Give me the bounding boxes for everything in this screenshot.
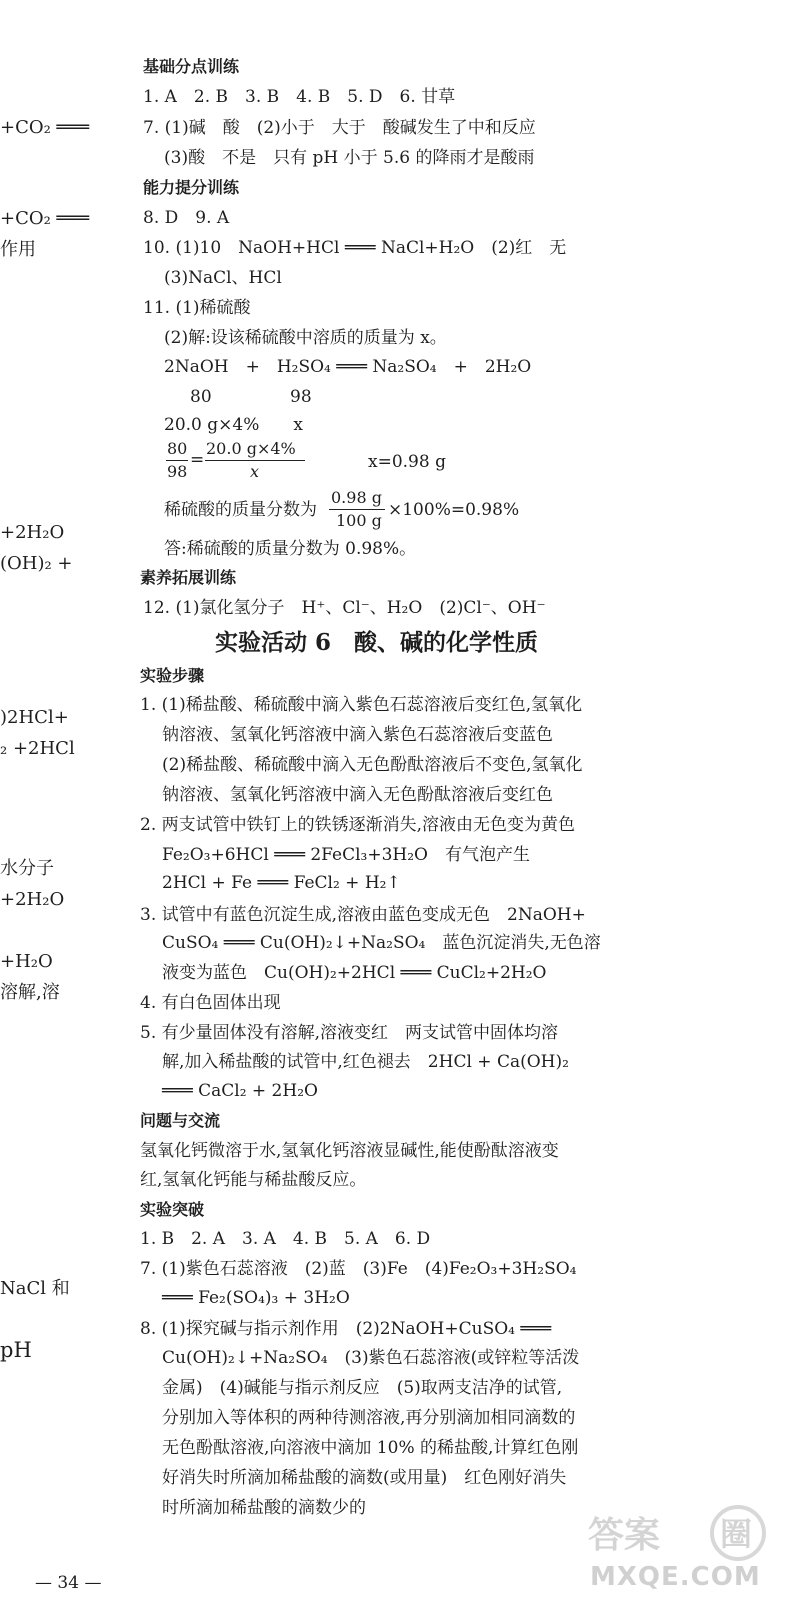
molar-mass: 80 <box>190 387 212 407</box>
answer-line: 7. (1)紫色石蕊溶液 (2)蓝 (3)Fe (4)Fe₂O₃+3H₂SO₄ <box>140 1259 577 1279</box>
answer-line: 无色酚酞溶液,向溶液中滴加 10% 的稀盐酸,计算红色刚 <box>162 1438 579 1458</box>
equation-line: 2HCl + Fe ═══ FeCl₂ + H₂↑ <box>162 873 401 893</box>
answer-line: (3)酸 不是 只有 pH 小于 5.6 的降雨才是酸雨 <box>164 148 535 168</box>
answer-line: 钠溶液、氢氧化钙溶液中滴入紫色石蕊溶液后变蓝色 <box>162 725 553 745</box>
fraction-bar <box>166 460 188 461</box>
section-heading: 问题与交流 <box>140 1111 221 1130</box>
margin-text: (OH)₂ + <box>0 553 73 574</box>
margin-text: +CO₂ ═══ <box>0 208 90 229</box>
answer-line: 1. (1)稀盐酸、稀硫酸中滴入紫色石蕊溶液后变红色,氢氧化 <box>140 695 583 715</box>
answer-line: 5. 有少量固体没有溶解,溶液变红 两支试管中固体均溶 <box>140 1023 559 1043</box>
equation-line: 液变为蓝色 Cu(OH)₂+2HCl ═══ CuCl₂+2H₂O <box>162 963 547 983</box>
equation-line: Fe₂O₃+6HCl ═══ 2FeCl₃+3H₂O 有气泡产生 <box>162 845 530 865</box>
answer-line: 11. (1)稀硫酸 <box>143 298 251 318</box>
answer-line: 钠溶液、氢氧化钙溶液中滴入无色酚酞溶液后变红色 <box>162 785 553 805</box>
answer-line: 氢氧化钙微溶于水,氢氧化钙溶液显碱性,能使酚酞溶液变 <box>140 1141 559 1161</box>
section-title: 实验活动 6 酸、碱的化学性质 <box>215 629 539 656</box>
margin-text: 作用 <box>0 239 36 260</box>
svg-text:MXQE.COM: MXQE.COM <box>590 1562 761 1592</box>
answer-line: 4. 有白色固体出现 <box>140 993 281 1013</box>
fraction-denominator: 98 <box>167 462 188 481</box>
answer-line: 8. (1)探究碱与指示剂作用 (2)2NaOH+CuSO₄ ═══ <box>140 1319 552 1339</box>
margin-text: )2HCl+ <box>0 707 69 728</box>
answer-line: 8. D 9. A <box>143 208 230 228</box>
equation-line: 解,加入稀盐酸的试管中,红色褪去 2HCl + Ca(OH)₂ <box>162 1052 569 1072</box>
section-heading: 基础分点训练 <box>143 57 240 76</box>
svg-text:圈: 圈 <box>720 1515 753 1553</box>
fraction-numerator: 0.98 g <box>331 488 382 507</box>
answer-line: x=0.98 g <box>368 452 446 472</box>
answer-line: (2)解:设该稀硫酸中溶质的质量为 x。 <box>164 328 447 348</box>
answer-line: 红,氢氧化钙能与稀盐酸反应。 <box>140 1170 367 1190</box>
answer-line: (2)稀盐酸、稀硫酸中滴入无色酚酞溶液后不变色,氢氧化 <box>162 755 583 775</box>
svg-text:答案: 答案 <box>588 1515 661 1556</box>
answer-line: 稀硫酸的质量分数为 <box>164 500 317 520</box>
section-heading: 能力提分训练 <box>143 178 240 197</box>
watermark-icon <box>578 1505 778 1595</box>
watermark-logo <box>578 1505 778 1595</box>
margin-text: pH <box>0 1338 32 1362</box>
answer-line: (3)NaCl、HCl <box>164 268 282 288</box>
equation-line: ═══ Fe₂(SO₄)₃ + 3H₂O <box>162 1288 350 1308</box>
answer-line: 时所滴加稀盐酸的滴数少的 <box>162 1498 366 1518</box>
answer-line: ×100%=0.98% <box>388 500 520 520</box>
page-number: — 34 — <box>35 1573 102 1593</box>
margin-text: ₂ +2HCl <box>0 738 75 759</box>
margin-text: +CO₂ ═══ <box>0 117 90 138</box>
margin-text: 溶解,溶 <box>0 982 60 1003</box>
answer-line: 12. (1)氯化氢分子 H⁺、Cl⁻、H₂O (2)Cl⁻、OH⁻ <box>143 598 546 618</box>
section-heading: 实验步骤 <box>140 666 205 685</box>
answer-line: 10. (1)10 NaOH+HCl ═══ NaCl+H₂O (2)红 无 <box>143 238 567 258</box>
molar-mass: 98 <box>290 387 312 407</box>
answer-line: 3. 试管中有蓝色沉淀生成,溶液由蓝色变成无色 2NaOH+ <box>140 905 586 925</box>
fraction-denominator: x <box>250 462 260 481</box>
answer-line: 2. 两支试管中铁钉上的铁锈逐渐消失,溶液由无色变为黄色 <box>140 815 576 835</box>
equation-line: CuSO₄ ═══ Cu(OH)₂↓+Na₂SO₄ 蓝色沉淀消失,无色溶 <box>162 933 601 953</box>
fraction-bar <box>329 509 385 510</box>
answer-line: 1. A 2. B 3. B 4. B 5. D 6. 甘草 <box>143 87 456 107</box>
fraction-bar <box>205 460 305 461</box>
fraction-numerator: 80 <box>167 439 188 458</box>
answer-line: 分别加入等体积的两种待测溶液,再分别滴加相同滴数的 <box>162 1408 576 1428</box>
margin-text: NaCl 和 <box>0 1278 70 1299</box>
answer-line: 金属) (4)碱能与指示剂反应 (5)取两支洁净的试管, <box>162 1378 563 1398</box>
fraction-numerator: 20.0 g×4% <box>206 439 296 458</box>
answer-line: 1. B 2. A 3. A 4. B 5. A 6. D <box>140 1229 431 1249</box>
section-heading: 素养拓展训练 <box>140 568 237 587</box>
equation-line: 2NaOH + H₂SO₄ ═══ Na₂SO₄ + 2H₂O <box>164 357 532 377</box>
margin-text: +2H₂O <box>0 889 65 910</box>
margin-text: +H₂O <box>0 951 53 972</box>
answer-line: 7. (1)碱 酸 (2)小于 大于 酸碱发生了中和反应 <box>143 118 536 138</box>
equation-line: ═══ CaCl₂ + 2H₂O <box>162 1081 318 1101</box>
section-heading: 实验突破 <box>140 1200 205 1219</box>
fraction-denominator: 100 g <box>336 511 382 530</box>
answer-line: 好消失时所滴加稀盐酸的滴数(或用量) 红色刚好消失 <box>162 1468 567 1488</box>
answer-line: Cu(OH)₂↓+Na₂SO₄ (3)紫色石蕊溶液(或锌粒等活泼 <box>162 1348 580 1368</box>
margin-text: +2H₂O <box>0 522 65 543</box>
answer-line: 答:稀硫酸的质量分数为 0.98%。 <box>164 539 417 559</box>
equals-sign: = <box>190 450 205 470</box>
given-mass-line: 20.0 g×4% x <box>164 415 303 435</box>
margin-text: 水分子 <box>0 858 54 879</box>
